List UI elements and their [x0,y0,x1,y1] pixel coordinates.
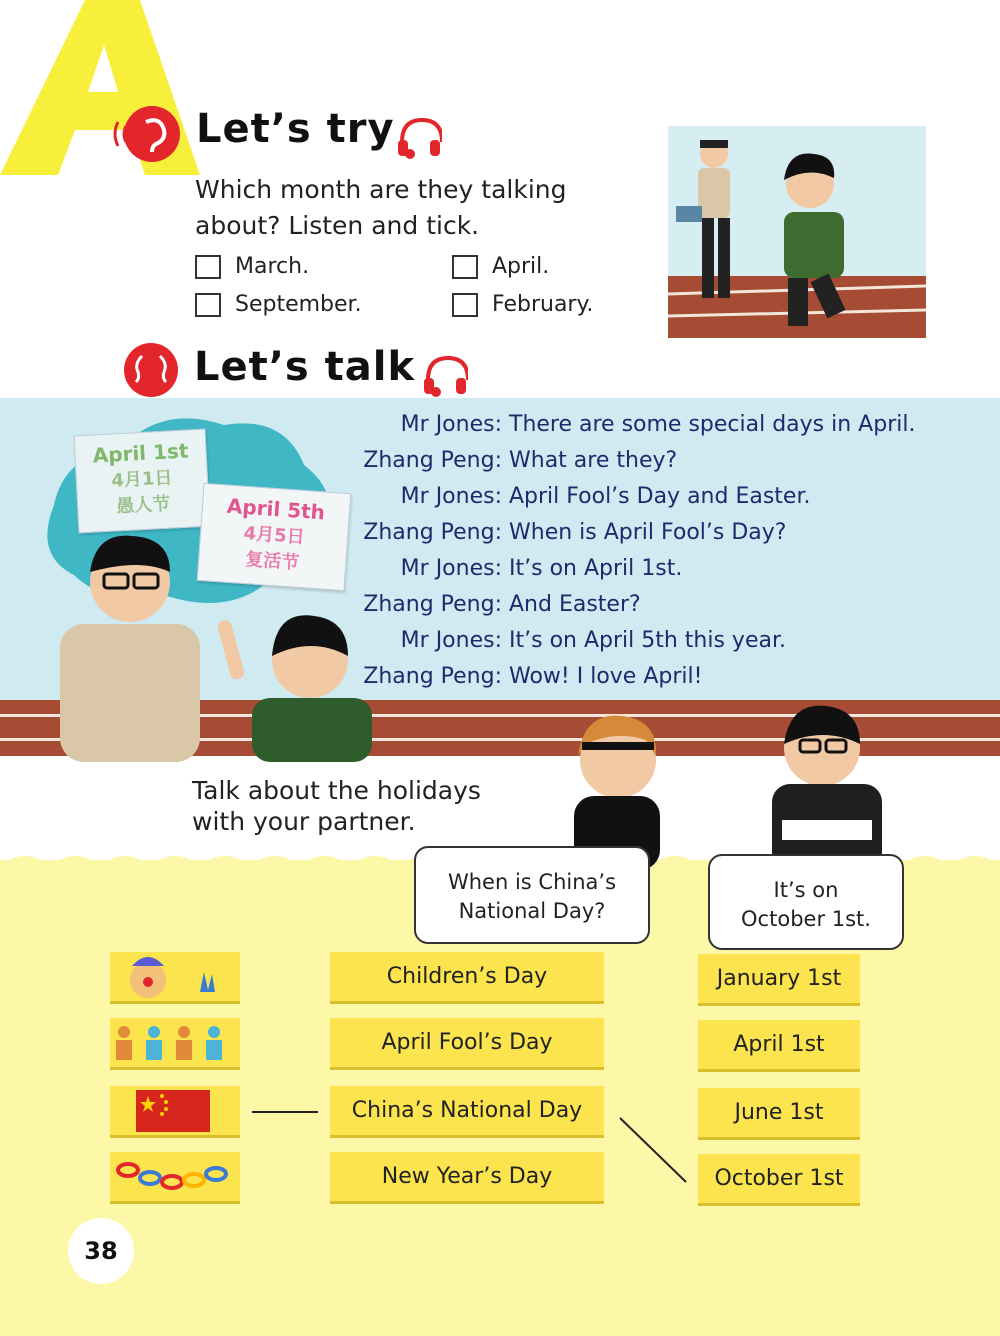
page-number: 38 [68,1218,134,1284]
china-flag-picture [110,1086,240,1138]
note-april-5th: April 5th 4月5日 复活节 [197,483,351,591]
answer-bubble: It’s on October 1st. [708,854,904,950]
option-february[interactable]: February. [452,292,593,317]
option-march[interactable]: March. [195,254,309,279]
lets-try-instruction: Which month are they talking about? Listen and tick. [195,175,567,240]
lets-try-header [112,100,452,166]
headphones-icon[interactable] [396,114,442,160]
matching-lines [240,1100,700,1190]
option-september[interactable]: September. [195,292,362,317]
date-tag[interactable]: January 1st [698,954,860,1006]
paper-chain-picture [110,1152,240,1204]
lets-try-title: Let’s try [196,106,395,152]
dialogue-line: Mr Jones: There are some special days in April. [400,412,916,437]
date-tag[interactable]: June 1st [698,1088,860,1140]
talk-faces-icon [120,342,182,398]
holiday-tag[interactable]: April Fool’s Day [330,1018,604,1070]
china-flag-icon [110,1086,240,1136]
lets-talk-header [120,340,480,400]
note-april-1st: April 1st 4月1日 愚人节 [74,429,211,534]
listen-ear-icon [112,104,184,164]
paper-dolls-icon [110,1018,240,1068]
date-tag[interactable]: April 1st [698,1020,860,1072]
option-april[interactable]: April. [452,254,549,279]
holiday-tag[interactable]: China’s National Day [330,1086,604,1138]
dialogue-line: Zhang Peng: What are they? [363,448,678,473]
dialogue-line: Mr Jones: It’s on April 5th this year. [400,628,786,653]
girl-and-boy-illustration [560,700,940,870]
running-track-illustration [668,126,926,338]
holiday-tag[interactable]: New Year’s Day [330,1152,604,1204]
dialogue-line: Zhang Peng: And Easter? [363,592,641,617]
dialogue [356,412,976,702]
partner-instruction: Talk about the holidays with your partner. [192,776,481,836]
lets-talk-title: Let’s talk [194,344,416,390]
checkbox[interactable] [452,293,478,317]
checkbox[interactable] [195,255,221,279]
checkbox[interactable] [452,255,478,279]
holiday-tag[interactable]: Children’s Day [330,952,604,1004]
paper-chain-icon [110,1152,240,1202]
date-tag[interactable]: October 1st [698,1154,860,1206]
clown-picture [110,952,240,1004]
headphones-icon[interactable] [422,352,468,398]
paper-dolls-picture [110,1018,240,1070]
clown-icon [110,952,240,1002]
dialogue-line: Mr Jones: April Fool’s Day and Easter. [400,484,811,509]
question-bubble: When is China’s National Day? [414,846,650,944]
dialogue-line: Mr Jones: It’s on April 1st. [400,556,683,581]
checkbox[interactable] [195,293,221,317]
dialogue-line: Zhang Peng: Wow! I love April! [363,664,703,689]
dialogue-line: Zhang Peng: When is April Fool’s Day? [363,520,787,545]
